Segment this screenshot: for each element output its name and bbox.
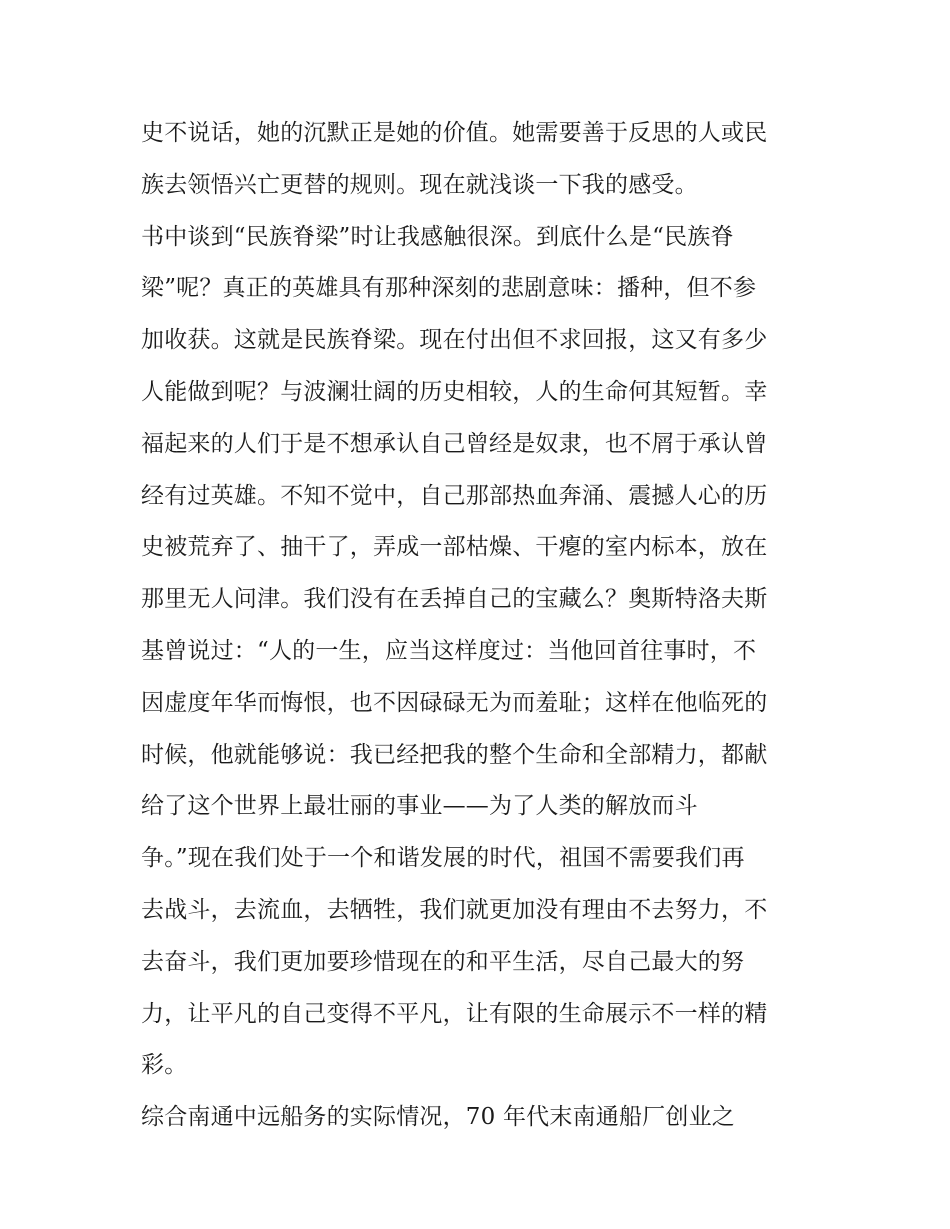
text-line: 梁”呢？真正的英雄具有那种深刻的悲剧意味：播种，但不参 (141, 275, 757, 302)
text-line: 力，让平凡的自己变得不平凡，让有限的生命展示不一样的精 (141, 1000, 768, 1027)
text-line: 书中谈到“民族脊梁”时让我感触很深。到底什么是“民族脊 (141, 223, 734, 250)
text-line: 因虚度年华而悔恨，也不因碌碌无为而羞耻；这样在他临死的 (141, 689, 768, 716)
text-line: 经有过英雄。不知不觉中，自己那部热血奔涌、震撼人心的历 (141, 482, 768, 509)
text-line: 彩。 (141, 1052, 188, 1079)
text-line: 去奋斗，我们更加要珍惜现在的和平生活，尽自己最大的努 (141, 948, 745, 975)
text-line: 去战斗，去流血，去牺牲，我们就更加没有理由不去努力，不 (141, 896, 768, 923)
text-line: 综合南通中远船务的实际情况，70 年代末南通船厂创业之 (141, 1104, 735, 1131)
text-line: 基曾说过：“人的一生，应当这样度过：当他回首往事时，不 (141, 637, 757, 664)
text-line: 争。”现在我们处于一个和谐发展的时代，祖国不需要我们再 (141, 845, 745, 872)
text-line: 族去领悟兴亡更替的规则。现在就浅谈一下我的感受。 (141, 171, 698, 198)
text-line: 人能做到呢？与波澜壮阔的历史相较，人的生命何其短暂。幸 (141, 378, 768, 405)
text-line: 福起来的人们于是不想承认自己曾经是奴隶，也不屑于承认曾 (141, 430, 768, 457)
text-line: 给了这个世界上最壮丽的事业——为了人类的解放而斗 (141, 793, 698, 820)
text-line: 时候，他就能够说：我已经把我的整个生命和全部精力，都献 (141, 741, 768, 768)
text-line: 史不说话，她的沉默正是她的价值。她需要善于反思的人或民 (141, 120, 768, 146)
text-line: 那里无人问津。我们没有在丢掉自己的宝藏么？奥斯特洛夫斯 (141, 586, 768, 613)
text-line: 史被荒弃了、抽干了，弄成一部枯燥、干瘪的室内标本，放在 (141, 534, 768, 561)
text-line: 加收获。这就是民族脊梁。现在付出但不求回报，这又有多少 (141, 327, 768, 354)
body-text (141, 108, 821, 1144)
